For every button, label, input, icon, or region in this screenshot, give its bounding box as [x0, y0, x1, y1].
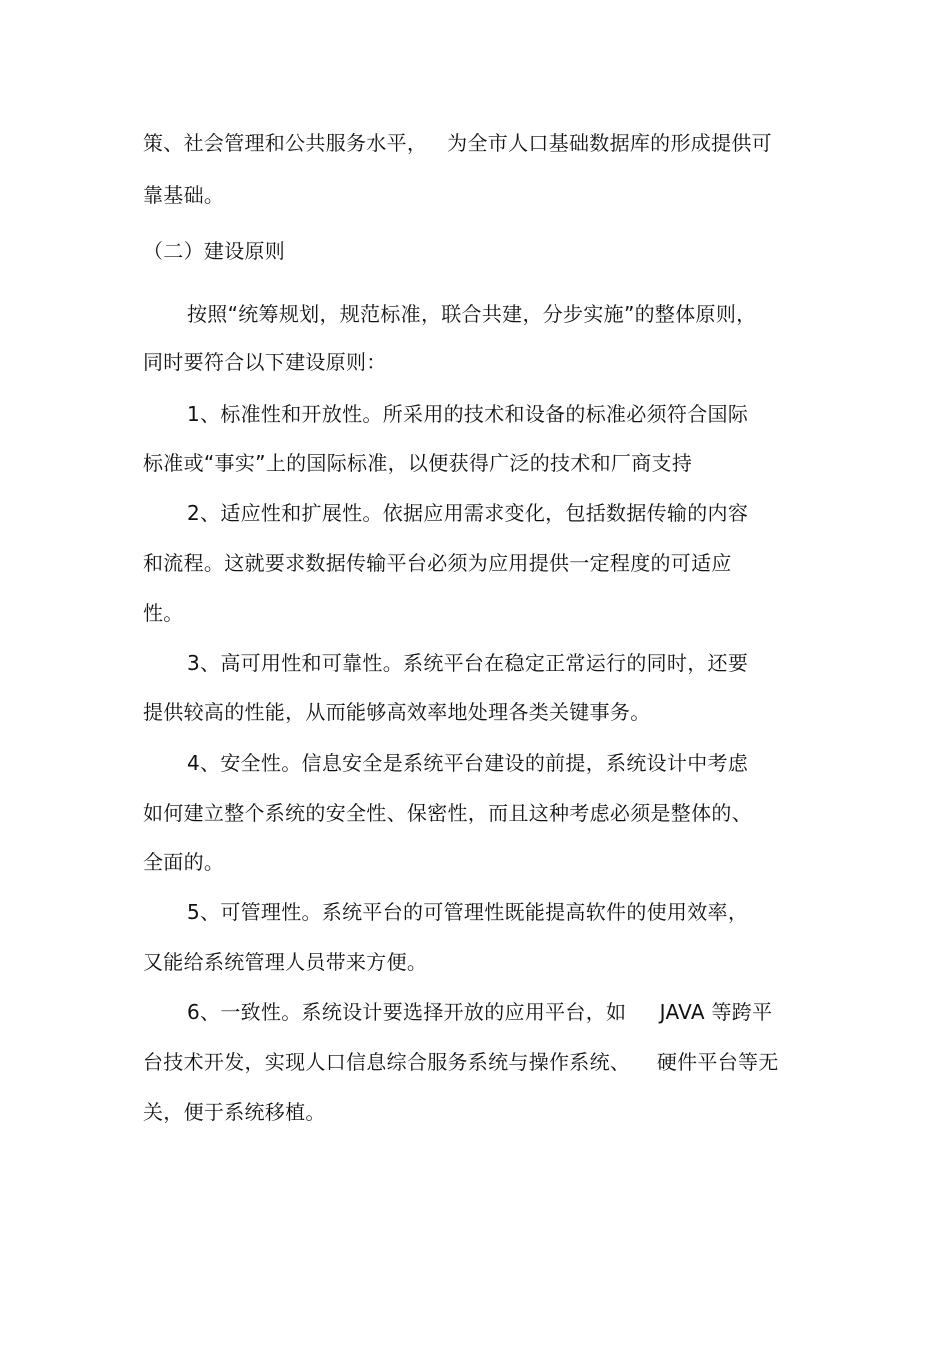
text-line: 台技术开发，实现人口信息综合服务系统与操作系统、 硬件平台等无	[143, 1050, 779, 1074]
section-heading: （二）建设原则	[143, 239, 286, 263]
text-line: 如何建立整个系统的安全性、保密性，而且这种考虑必须是整体的、	[143, 801, 752, 825]
text-line: 1、标准性和开放性。所采用的技术和设备的标准必须符合国际	[187, 402, 749, 426]
text-line: 4、安全性。信息安全是系统平台建设的前提，系统设计中考虑	[187, 751, 749, 775]
text-line: 性。	[143, 601, 184, 625]
text-line: 2、适应性和扩展性。依据应用需求变化，包括数据传输的内容	[187, 501, 749, 525]
text-line: 按照“统筹规划，规范标准，联合共建，分步实施”的整体原则，	[187, 302, 757, 326]
text-line: 关，便于系统移植。	[143, 1100, 326, 1124]
text-line: 靠基础。	[143, 183, 225, 207]
text-line: 提供较高的性能，从而能够高效率地处理各类关键事务。	[143, 700, 651, 724]
text-line: 6、一致性。系统设计要选择开放的应用平台，如 JAVA 等跨平	[187, 1000, 773, 1024]
text-line: 策、社会管理和公共服务水平， 为全市人口基础数据库的形成提供可	[143, 131, 772, 155]
text-line: 标准或“事实”上的国际标准，以便获得广泛的技术和厂商支持	[143, 451, 693, 475]
text-line: 和流程。这就要求数据传输平台必须为应用提供一定程度的可适应	[143, 551, 732, 575]
text-line: 5、可管理性。系统平台的可管理性既能提高软件的使用效率，	[187, 900, 749, 924]
text-line: 全面的。	[143, 850, 225, 874]
text-line: 又能给系统管理人员带来方便。	[143, 950, 428, 974]
text-line: 3、高可用性和可靠性。系统平台在稳定正常运行的同时，还要	[187, 651, 749, 675]
text-line: 同时要符合以下建设原则：	[143, 350, 387, 374]
